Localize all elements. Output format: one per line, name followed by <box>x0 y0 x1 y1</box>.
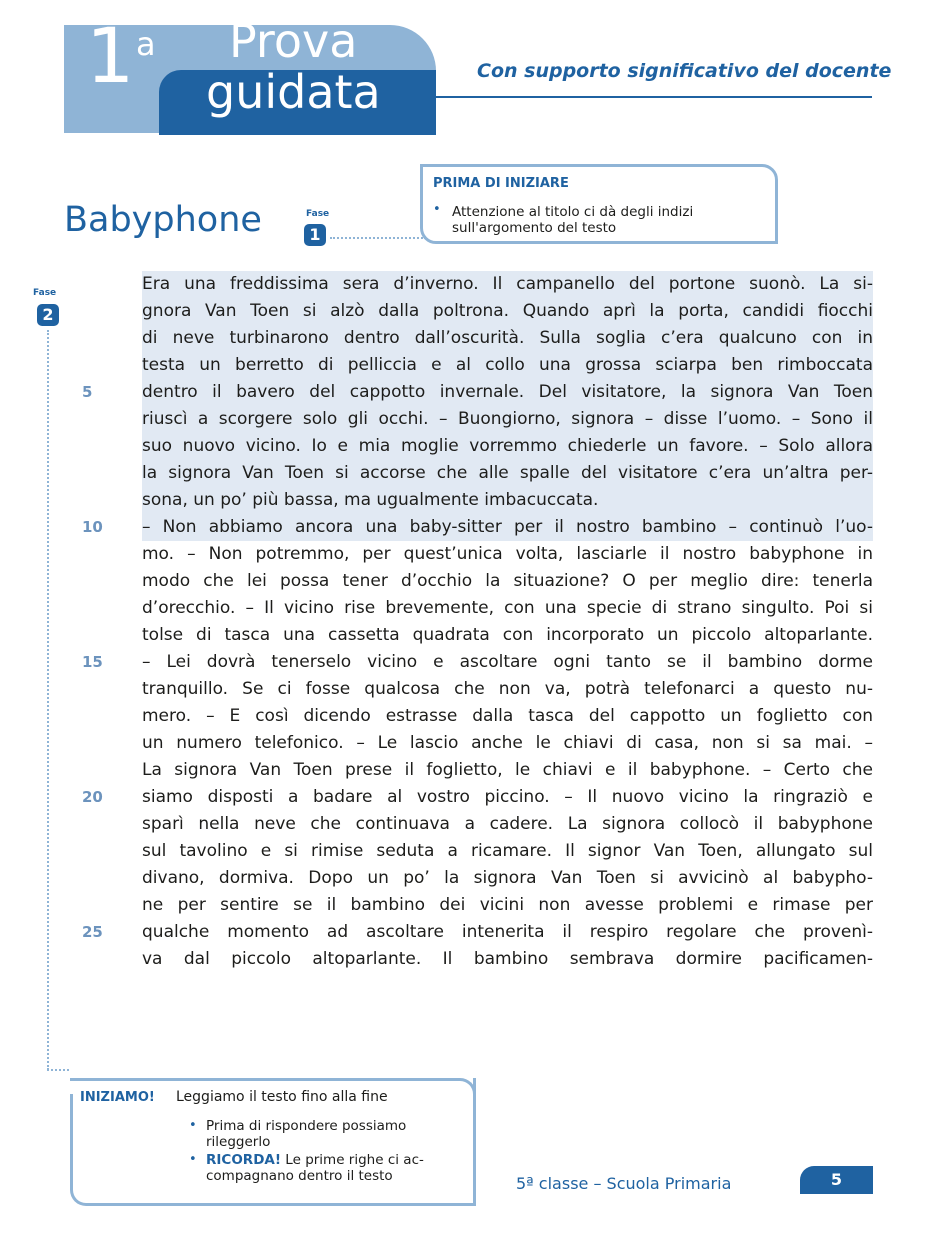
text-line: dentro il bavero del cappotto invernale. Del visitatore, la signora Van Toen <box>142 382 873 402</box>
text-line: di neve turbinarono dentro dall’oscurità. Sulla soglia c’era qualcuno con in <box>142 328 873 348</box>
page-title: Babyphone <box>64 200 262 240</box>
header-subtitle: Con supporto significativo del docente <box>477 60 892 82</box>
test-number-ordinal: a <box>136 25 156 63</box>
text-line: sul tavolino e si rimise seduta a ricamare. Il signor Van Toen, allungato sul <box>142 841 873 861</box>
test-number: 1 <box>86 11 135 100</box>
fase1-badge: 1 <box>304 224 326 246</box>
bullet-icon: • <box>433 202 441 217</box>
text-line: mo. – Non potremmo, per quest’unica volta, lasciarle il nostro babyphone in <box>142 544 873 564</box>
fase1-label: Fase <box>306 209 330 219</box>
text-line: testa un berretto di pelliccia e al collo una grossa sciarpa ben rimboccata <box>142 355 873 375</box>
text-line: – Non abbiamo ancora una baby-sitter per il nostro bambino – continuò l’uo- <box>142 517 873 537</box>
ricorda-label: RICORDA! <box>206 1152 282 1168</box>
text-line: la signora Van Toen si accorse che alle spalle del visitatore c’era un’altra per- <box>142 463 873 483</box>
fase2-connector <box>47 330 49 1070</box>
iniziamo-item: Prima di rispondere possiamo rileggerlo <box>206 1118 407 1150</box>
fase2-label: Fase <box>33 288 57 298</box>
header-guidata: guidata <box>206 65 381 119</box>
text-line: suo nuovo vicino. Io e mia moglie vorremmo chiederle un favore. – Solo allora <box>142 436 873 456</box>
fase1-connector <box>330 237 426 239</box>
text-line: tolse di tasca una cassetta quadrata con incorporato un piccolo altoparlante. <box>142 625 873 645</box>
header-prova: Prova <box>229 14 358 68</box>
fase2-connector-end <box>47 1069 69 1071</box>
line-number: 25 <box>82 923 103 941</box>
text-line: riuscì a scorgere solo gli occhi. – Buongiorno, signora – disse l’uomo. – Sono il <box>142 409 873 429</box>
text-line: La signora Van Toen prese il foglietto, le chiavi e il babyphone. – Certo che <box>142 760 873 780</box>
line-number: 10 <box>82 518 103 536</box>
line-number: 20 <box>82 788 103 806</box>
text-line: mero. – E così dicendo estrasse dalla tasca del cappotto un foglietto con <box>142 706 873 726</box>
text-line: un numero telefonico. – Le lascio anche le chiavi di casa, non si sa mai. – <box>142 733 873 753</box>
page-number: 5 <box>830 1170 843 1189</box>
line-number: 15 <box>82 653 103 671</box>
iniziamo-text: Leggiamo il testo fino alla fine <box>176 1089 388 1105</box>
footer-text: 5ª classe – Scuola Primaria <box>516 1174 732 1193</box>
fase2-badge: 2 <box>37 304 59 326</box>
text-line: ne per sentire se il bambino dei vicini non avesse problemi e rimase per <box>142 895 873 915</box>
iniziamo-title: INIZIAMO! <box>80 1090 155 1105</box>
text-line: sparì nella neve che continuava a cadere. La signora collocò il babyphone <box>142 814 873 834</box>
text-line: – Lei dovrà tenerselo vicino e ascoltare ogni tanto se il bambino dorme <box>142 652 873 672</box>
iniziamo-item <box>206 1152 468 1184</box>
text-line: d’orecchio. – Il vicino rise brevemente, con una specie di strano singulto. Poi si <box>142 598 873 618</box>
ricorda-text: Le prime righe ci ac-compagnano dentro il testo <box>206 1152 424 1184</box>
text-line: siamo disposti a badare al vostro piccino. – Il nuovo vicino la ringraziò e <box>142 787 873 807</box>
text-line: va dal piccolo altoparlante. Il bambino sembrava dormire pacificamen- <box>142 949 873 969</box>
header-rule <box>436 96 872 98</box>
text-line: tranquillo. Se ci fosse qualcosa che non va, potrà telefonarci a questo nu- <box>142 679 873 699</box>
text-line: sona, un po’ più bassa, ma ugualmente imbacuccata. <box>142 490 599 510</box>
text-line: modo che lei possa tener d’occhio la situazione? O per meglio dire: tenerla <box>142 571 873 591</box>
text-line: Era una freddissima sera d’inverno. Il campanello del portone suonò. La si- <box>142 274 873 294</box>
prima-di-iniziare-title: PRIMA DI INIZIARE <box>433 176 569 191</box>
bullet-icon: • <box>189 1152 197 1167</box>
text-line: divano, dormiva. Dopo un po’ la signora Van Toen si avvicinò al babypho- <box>142 868 873 888</box>
line-number: 5 <box>82 383 93 401</box>
text-line: qualche momento ad ascoltare intenerita il respiro regolare che provenì- <box>142 922 873 942</box>
prima-di-iniziare-text: Attenzione al titolo ci dà degli indizi sull'argomento del testo <box>452 204 694 236</box>
text-line: gnora Van Toen si alzò dalla poltrona. Quando aprì la porta, candidi fiocchi <box>142 301 873 321</box>
bullet-icon: • <box>189 1118 197 1133</box>
